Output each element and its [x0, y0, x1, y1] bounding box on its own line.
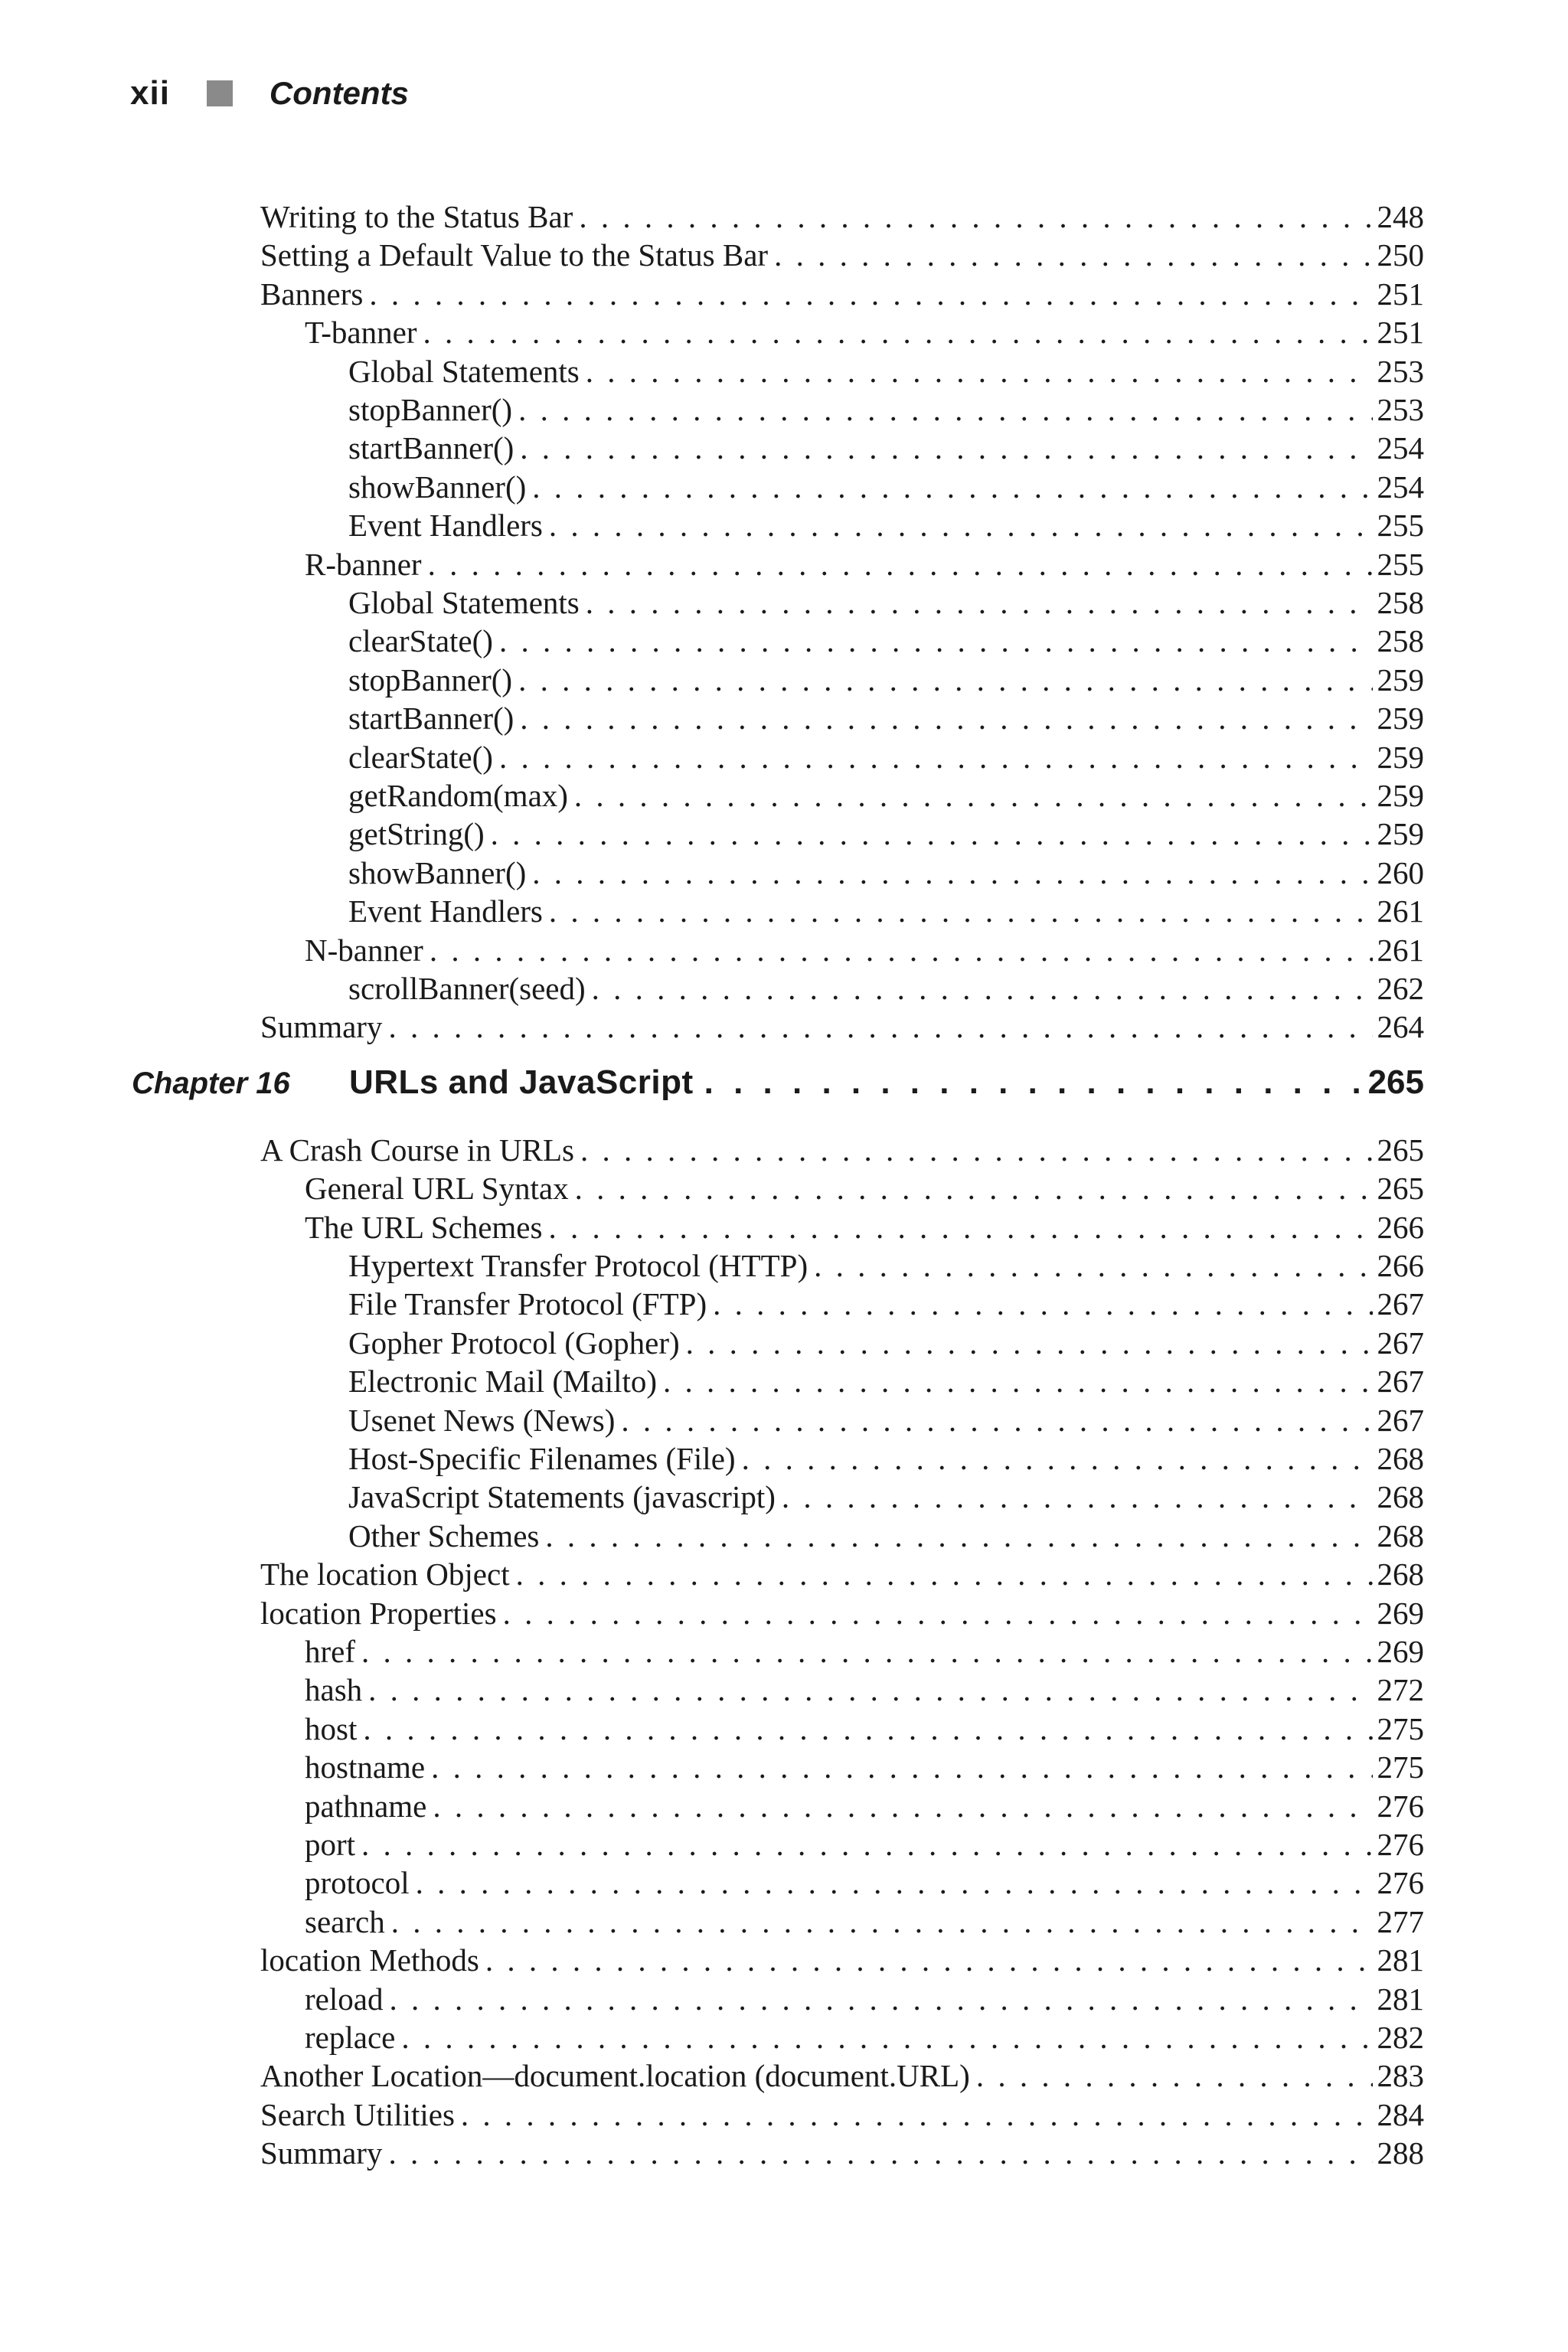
toc-entry	[305, 545, 1424, 583]
toc-entry-title: Event Handlers	[348, 893, 543, 929]
toc-entry-page: 266	[1377, 1209, 1424, 1245]
toc-entry-title: startBanner()	[348, 701, 514, 737]
toc-entry	[348, 969, 1424, 1008]
toc-entry	[260, 2056, 1424, 2095]
toc-entry-page: 258	[1377, 585, 1424, 620]
dot-leader	[416, 1864, 1373, 1902]
toc-entry-title: Search Utilities	[260, 2096, 455, 2132]
toc-entry-page: 259	[1377, 701, 1424, 737]
chapter-page: 265	[1367, 1063, 1424, 1101]
toc-entry-page: 268	[1377, 1479, 1424, 1515]
toc-entry-title: JavaScript Statements (javascript)	[348, 1479, 776, 1515]
toc-entry-title: Banners	[260, 276, 364, 312]
toc-entry	[348, 1324, 1424, 1362]
toc-entry-title: General URL Syntax	[305, 1171, 569, 1207]
toc-entry-page: 254	[1377, 469, 1424, 505]
toc-entry-title: Writing to the Status Bar	[260, 199, 573, 234]
dot-leader	[686, 1324, 1373, 1362]
toc-entry-title: search	[305, 1903, 385, 1939]
toc-entry-title: Usenet News (News)	[348, 1402, 616, 1438]
dot-leader	[774, 236, 1372, 274]
toc-entry-page: 268	[1377, 1517, 1424, 1553]
toc-entry-page: 259	[1377, 816, 1424, 852]
toc-entry-page: 259	[1377, 739, 1424, 775]
page-number: xii	[130, 74, 170, 112]
dot-leader	[361, 1632, 1372, 1671]
toc-entry-page: 267	[1377, 1286, 1424, 1322]
toc-entry-title: reload	[305, 1981, 384, 2017]
toc-entry-title: Host-Specific Filenames (File)	[348, 1441, 736, 1476]
toc-entry-page: 259	[1377, 778, 1424, 813]
toc-entry-page: 264	[1377, 1009, 1424, 1045]
toc-entry	[348, 854, 1424, 892]
toc-entry	[348, 892, 1424, 930]
dot-leader	[423, 313, 1372, 351]
toc-entry-page: 253	[1377, 353, 1424, 389]
toc-entry	[348, 1517, 1424, 1555]
dot-leader	[361, 1825, 1372, 1864]
toc-entry-page: 259	[1377, 662, 1424, 697]
toc-entry-title: clearState()	[348, 623, 493, 659]
toc-entry-title: clearState()	[348, 739, 493, 775]
dot-leader	[549, 506, 1373, 544]
toc-entry-title: pathname	[305, 1788, 427, 1824]
dot-leader	[592, 969, 1373, 1008]
toc-entry-page: 265	[1377, 1171, 1424, 1207]
toc-entry-page: 251	[1377, 315, 1424, 351]
toc-entry-title: showBanner()	[348, 469, 527, 505]
dot-leader	[388, 2134, 1372, 2172]
toc-entry	[348, 429, 1424, 467]
toc-entry	[260, 236, 1424, 274]
toc-entry-page: 281	[1377, 1981, 1424, 2017]
dot-leader	[516, 1555, 1373, 1593]
toc-entry	[348, 1401, 1424, 1439]
toc-entry-page: 250	[1377, 237, 1424, 273]
toc-entry-title: scrollBanner(seed)	[348, 971, 586, 1006]
toc-entry-title: Event Handlers	[348, 508, 543, 544]
dot-leader	[532, 468, 1372, 506]
toc-entry-page: 275	[1377, 1749, 1424, 1785]
toc-entry-title: Gopher Protocol (Gopher)	[348, 1325, 680, 1361]
toc-entry-page: 284	[1377, 2096, 1424, 2132]
dot-leader	[431, 1748, 1372, 1786]
dot-leader	[520, 699, 1372, 737]
toc-entry-title: A Crash Course in URLs	[260, 1132, 574, 1168]
toc-entry-title: Setting a Default Value to the Status Bar	[260, 237, 769, 273]
toc-entry-page: 260	[1377, 854, 1424, 890]
toc-entry-page: 282	[1377, 2020, 1424, 2055]
toc-entry-title: getString()	[348, 816, 485, 852]
dot-leader	[391, 1903, 1373, 1941]
dot-leader	[461, 2096, 1373, 2134]
toc-entry	[260, 2134, 1424, 2172]
toc-entry	[348, 352, 1424, 390]
dot-leader	[389, 1980, 1372, 2018]
toc-entry-page: 275	[1377, 1710, 1424, 1746]
toc-entry	[305, 1671, 1424, 1709]
toc-entry-page: 255	[1377, 508, 1424, 544]
dot-leader	[491, 815, 1373, 853]
toc-entry	[348, 583, 1424, 622]
toc-entry-title: R-banner	[305, 546, 422, 582]
toc-entry	[305, 313, 1424, 351]
toc-entry-title: port	[305, 1827, 356, 1862]
toc-entry-title: File Transfer Protocol (FTP)	[348, 1286, 707, 1322]
toc-entry-page: 254	[1377, 430, 1424, 466]
toc-entry-page: 248	[1377, 199, 1424, 234]
toc-entry-page: 283	[1377, 2058, 1424, 2094]
toc-entry-page: 261	[1377, 932, 1424, 968]
toc-entry	[348, 699, 1424, 737]
toc-entry-page: 262	[1377, 971, 1424, 1006]
toc-entry-title: showBanner()	[348, 854, 527, 890]
dot-leader	[518, 390, 1372, 429]
dot-leader	[814, 1246, 1372, 1285]
toc-entry-title: Electronic Mail (Mailto)	[348, 1364, 658, 1400]
header-square-icon	[207, 80, 233, 106]
toc-entry-title: href	[305, 1634, 356, 1669]
toc-entry-page: 269	[1377, 1634, 1424, 1669]
toc-entry-page: 258	[1377, 623, 1424, 659]
dot-leader	[499, 738, 1373, 776]
dot-leader	[579, 198, 1372, 236]
toc-entry-title: Summary	[260, 1009, 383, 1045]
chapter-label: Chapter 16	[132, 1066, 290, 1100]
toc-entry	[348, 776, 1424, 815]
toc-entry	[260, 1131, 1424, 1169]
dot-leader	[575, 1169, 1373, 1207]
toc-entry-title: startBanner()	[348, 430, 514, 466]
toc-entry-title: location Methods	[260, 1942, 479, 1978]
dot-leader	[433, 1787, 1372, 1825]
toc-entry-title: hostname	[305, 1749, 426, 1785]
toc-entry-title: protocol	[305, 1865, 410, 1901]
toc-entry-page: 267	[1377, 1402, 1424, 1438]
toc-entry-page: 281	[1377, 1942, 1424, 1978]
page-header	[130, 70, 409, 116]
toc-entry	[305, 931, 1424, 969]
toc-entry-title: replace	[305, 2020, 396, 2055]
toc-entry-title: host	[305, 1710, 358, 1746]
toc-entry-title: stopBanner()	[348, 662, 513, 697]
toc-entry-title: hash	[305, 1672, 363, 1708]
dot-leader	[518, 661, 1372, 699]
dot-leader	[549, 892, 1373, 930]
dot-leader	[545, 1517, 1372, 1555]
toc-entry-page: 267	[1377, 1325, 1424, 1361]
toc-entry-page: 272	[1377, 1672, 1424, 1708]
toc-entry-title: Another Location—document.location (document.URL)	[260, 2058, 970, 2094]
toc-entry-title: The location Object	[260, 1557, 510, 1592]
toc-entry	[260, 275, 1424, 313]
toc-entry-title: getRandom(max)	[348, 778, 568, 813]
chapter-heading	[132, 1063, 1424, 1109]
toc-entry-title: N-banner	[305, 932, 423, 968]
toc-entry-page: 276	[1377, 1827, 1424, 1862]
dot-leader	[704, 1063, 1361, 1102]
toc-entry-page: 266	[1377, 1248, 1424, 1283]
toc-entry-page: 267	[1377, 1364, 1424, 1400]
toc-entry	[348, 815, 1424, 853]
running-head: Contents	[269, 75, 409, 111]
dot-leader	[388, 1008, 1372, 1046]
toc-entry-title: The URL Schemes	[305, 1209, 543, 1245]
dot-leader	[520, 429, 1372, 467]
dot-leader	[369, 275, 1372, 313]
toc-entry-page: 276	[1377, 1865, 1424, 1901]
dot-leader	[499, 622, 1373, 660]
toc-entry-page: 276	[1377, 1788, 1424, 1824]
toc-entry	[305, 2018, 1424, 2056]
dot-leader	[621, 1401, 1372, 1439]
toc-entry	[260, 2096, 1424, 2134]
toc-entry	[348, 1362, 1424, 1400]
dot-leader	[363, 1710, 1372, 1748]
toc-entry	[305, 1710, 1424, 1748]
toc-entry-page: 288	[1377, 2135, 1424, 2171]
toc-entry-title: Other Schemes	[348, 1517, 540, 1553]
toc-entry-page: 255	[1377, 546, 1424, 582]
toc-entry	[305, 1903, 1424, 1941]
toc-entry	[260, 1594, 1424, 1632]
toc-entry	[348, 468, 1424, 506]
toc-entry-page: 251	[1377, 276, 1424, 312]
dot-leader	[485, 1941, 1373, 1979]
dot-leader	[430, 931, 1373, 969]
toc-entry	[260, 1008, 1424, 1046]
toc-entry	[348, 738, 1424, 776]
toc-entry	[348, 1246, 1424, 1285]
toc-entry-title: stopBanner()	[348, 392, 513, 427]
dot-leader	[713, 1285, 1372, 1323]
dot-leader	[742, 1439, 1373, 1478]
toc-entry	[305, 1169, 1424, 1207]
dot-leader	[586, 583, 1373, 622]
toc-entry	[348, 390, 1424, 429]
toc-entry-page: 265	[1377, 1132, 1424, 1168]
toc-entry	[348, 506, 1424, 544]
dot-leader	[428, 545, 1373, 583]
toc-entry	[348, 661, 1424, 699]
dot-leader	[401, 2018, 1372, 2056]
dot-leader	[976, 2056, 1373, 2095]
dot-leader	[548, 1208, 1372, 1246]
dot-leader	[663, 1362, 1372, 1400]
dot-leader	[503, 1594, 1373, 1632]
toc-entry	[348, 622, 1424, 660]
toc-entry	[348, 1439, 1424, 1478]
chapter-title: URLs and JavaScript	[349, 1063, 694, 1101]
dot-leader	[368, 1671, 1372, 1709]
toc-entry	[260, 1555, 1424, 1593]
toc-entry-title: Hypertext Transfer Protocol (HTTP)	[348, 1248, 808, 1283]
toc-entry	[348, 1478, 1424, 1516]
dot-leader	[580, 1131, 1373, 1169]
toc-entry	[305, 1980, 1424, 2018]
toc-entry	[348, 1285, 1424, 1323]
dot-leader	[532, 854, 1372, 892]
toc-entry-page: 269	[1377, 1595, 1424, 1631]
toc-entry	[305, 1632, 1424, 1671]
toc-entry-title: location Properties	[260, 1595, 497, 1631]
toc-entry	[305, 1787, 1424, 1825]
toc-entry	[305, 1748, 1424, 1786]
dot-leader	[574, 776, 1373, 815]
toc-entry-title: Global Statements	[348, 585, 580, 620]
toc-entry	[305, 1864, 1424, 1902]
toc-entry-page: 268	[1377, 1441, 1424, 1476]
toc-entry-title: T-banner	[305, 315, 417, 351]
toc-entry	[260, 198, 1424, 236]
toc-entry-page: 268	[1377, 1557, 1424, 1592]
toc-entry-page: 261	[1377, 893, 1424, 929]
toc-entry-page: 277	[1377, 1903, 1424, 1939]
toc-entry	[305, 1208, 1424, 1246]
toc-entry	[305, 1825, 1424, 1864]
dot-leader	[782, 1478, 1373, 1516]
dot-leader	[586, 352, 1373, 390]
toc-entry	[260, 1941, 1424, 1979]
toc-entry-page: 253	[1377, 392, 1424, 427]
toc-entry-title: Summary	[260, 2135, 383, 2171]
toc-entry-title: Global Statements	[348, 353, 580, 389]
